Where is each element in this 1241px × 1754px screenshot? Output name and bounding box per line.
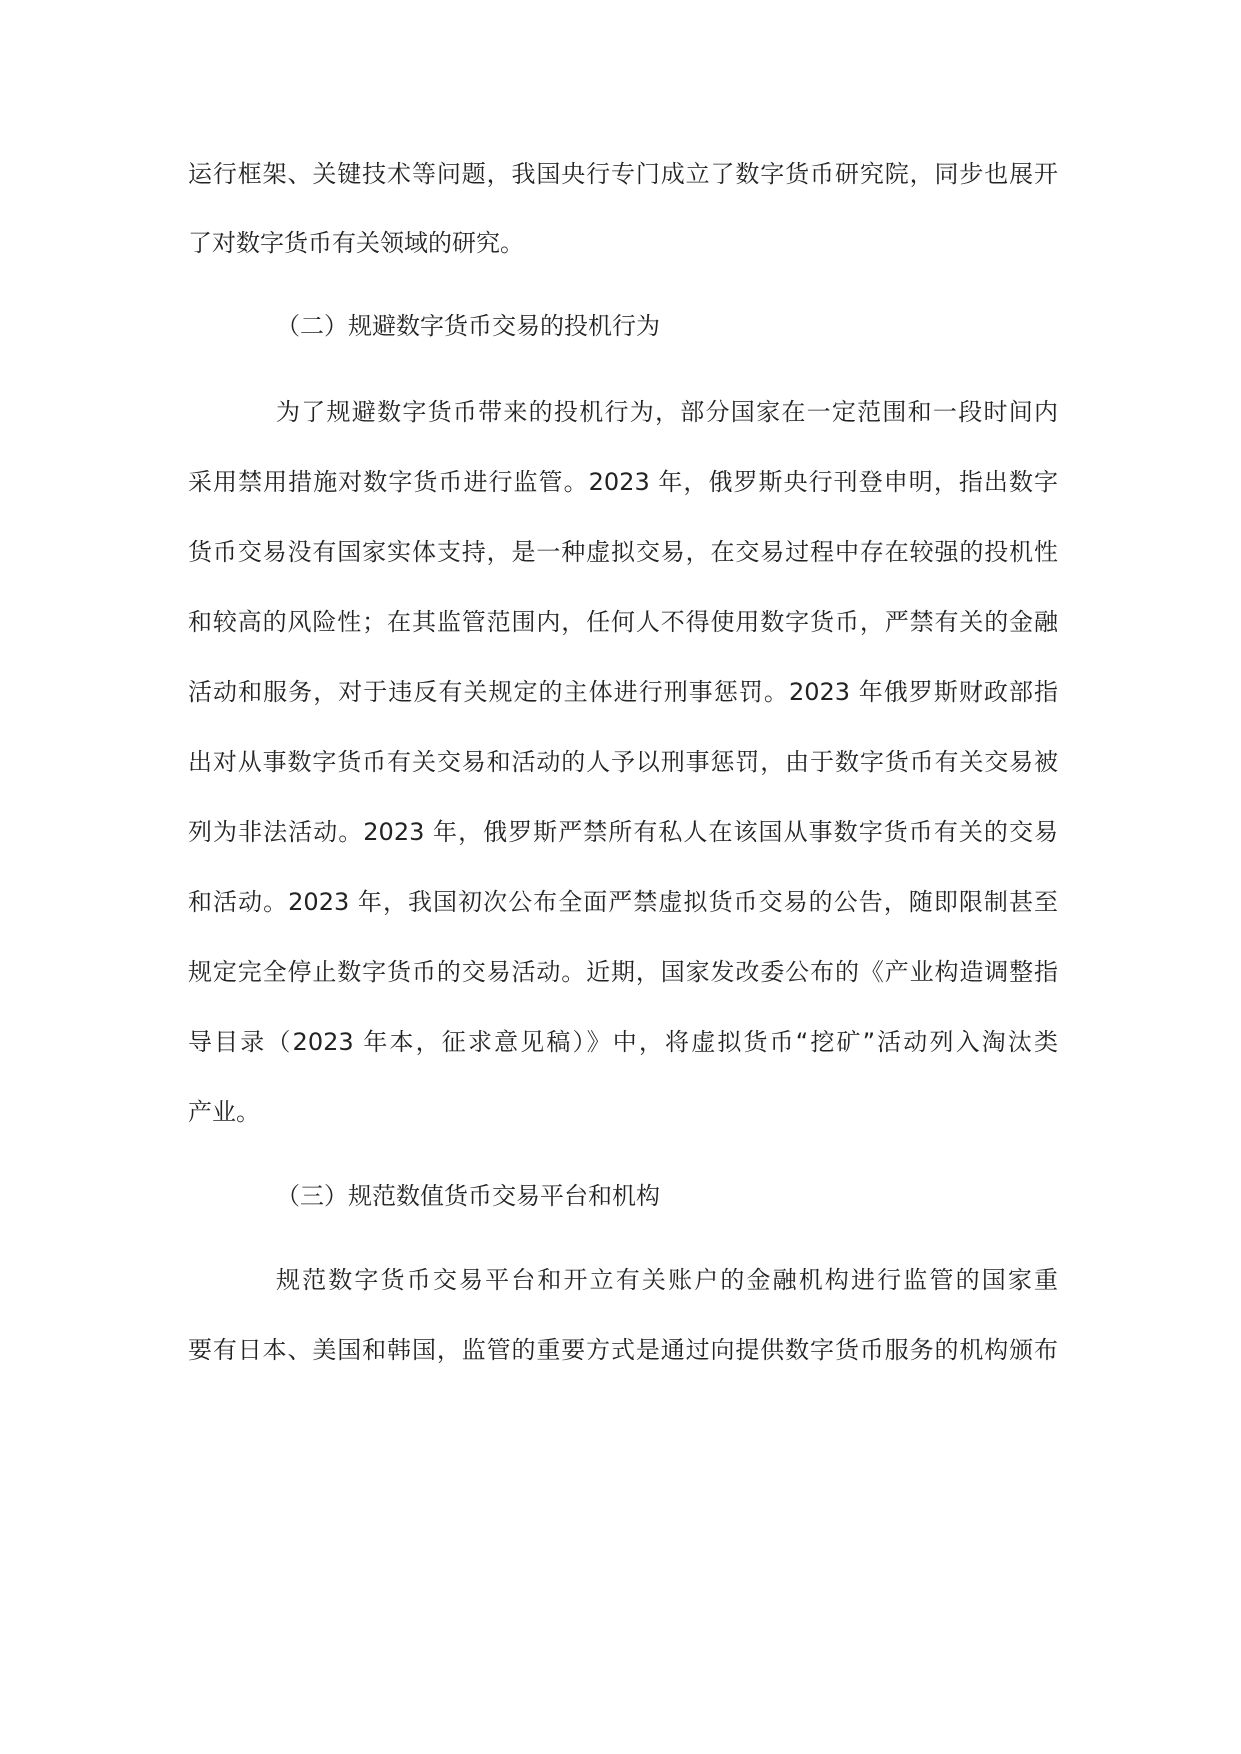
paragraph-3-line-2: 要有日本、美国和韩国，监管的重要方式是通过向提供数字货币服务的机构颁布 (188, 1336, 1058, 1364)
section-heading-3: （三）规范数值货币交易平台和机构 (276, 1182, 660, 1210)
paragraph-2-line-3: 货币交易没有国家实体支持，是一种虚拟交易，在交易过程中存在较强的投机性 (188, 538, 1058, 566)
paragraph-2-line-7: 列为非法活动。2023 年，俄罗斯严禁所有私人在该国从事数字货币有关的交易 (188, 818, 1058, 846)
paragraph-2-line-8: 和活动。2023 年，我国初次公布全面严禁虚拟货币交易的公告，随即限制甚至 (188, 888, 1058, 916)
paragraph-2-line-10: 导目录（2023 年本，征求意见稿）》中，将虚拟货币“挖矿”活动列入淘汰类 (188, 1028, 1058, 1056)
paragraph-2-line-5: 活动和服务，对于违反有关规定的主体进行刑事惩罚。2023 年俄罗斯财政部指 (188, 678, 1058, 706)
paragraph-2-line-1: 为了规避数字货币带来的投机行为，部分国家在一定范围和一段时间内 (276, 398, 1058, 426)
paragraph-1-line-1: 运行框架、关键技术等问题，我国央行专门成立了数字货币研究院，同步也展开 (188, 160, 1058, 188)
section-heading-2: （二）规避数字货币交易的投机行为 (276, 312, 660, 340)
paragraph-2-line-6: 出对从事数字货币有关交易和活动的人予以刑事惩罚，由于数字货币有关交易被 (188, 748, 1058, 776)
paragraph-2-line-4: 和较高的风险性；在其监管范围内，任何人不得使用数字货币，严禁有关的金融 (188, 608, 1058, 636)
paragraph-2-line-11: 产业。 (188, 1098, 260, 1126)
paragraph-1-line-2: 了对数字货币有关领域的研究。 (188, 229, 524, 257)
paragraph-3-line-1: 规范数字货币交易平台和开立有关账户的金融机构进行监管的国家重 (276, 1266, 1058, 1294)
paragraph-2-line-2: 采用禁用措施对数字货币进行监管。2023 年，俄罗斯央行刊登申明，指出数字 (188, 468, 1058, 496)
paragraph-2-line-9: 规定完全停止数字货币的交易活动。近期，国家发改委公布的《产业构造调整指 (188, 958, 1058, 986)
